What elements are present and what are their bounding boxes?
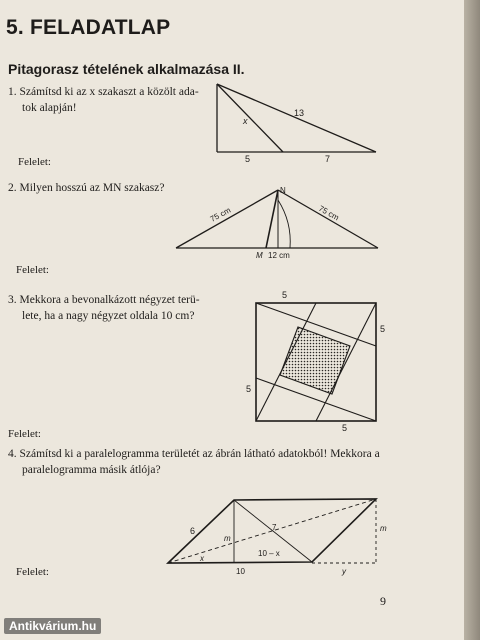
task-4-answer-label: Felelet:	[16, 566, 49, 578]
task-4-label-6: 6	[190, 526, 196, 536]
task-4-label-m-right: m	[380, 524, 387, 533]
task-3-label-right: 5	[380, 324, 386, 334]
page-title: 5. FELADATLAP	[6, 16, 171, 39]
task-3-answer-label: Felelet:	[8, 428, 41, 440]
task-4-line-1: Számítsd ki a paralelogramma területét az ábrán látható adatokból! Mekkora a	[19, 448, 380, 460]
task-1-label-13: 13	[294, 108, 305, 118]
task-4-label-y: y	[342, 567, 346, 576]
task-1-label-5: 5	[245, 154, 251, 164]
task-2-line-1: Milyen hosszú az MN szakasz?	[19, 182, 165, 194]
task-3-label-left: 5	[246, 384, 252, 394]
task-1-label-x: x	[243, 116, 248, 126]
task-2-label-base: 12 cm	[268, 251, 290, 260]
task-3-label-bottom: 5	[342, 423, 348, 433]
task-2-answer-label: Felelet:	[16, 264, 49, 276]
task-1-line-2: tok alapján!	[22, 102, 77, 114]
page-subtitle: Pitagorasz tételének alkalmazása II.	[8, 61, 245, 77]
book-spine	[464, 0, 480, 640]
task-4-label-10: 10	[236, 567, 245, 576]
task-2-label-right: 75 cm	[317, 203, 341, 223]
task-2-label-left: 75 cm	[208, 205, 233, 224]
task-1-answer-label: Felelet:	[18, 156, 51, 168]
task-4-label-10-minus-x: 10 – x	[258, 549, 280, 558]
task-2-label-m: M	[256, 251, 263, 260]
task-4-label-x: x	[200, 554, 204, 563]
task-4-line-2: paralelogramma másik átlója?	[22, 464, 161, 476]
task-4-label-7: 7	[272, 523, 277, 532]
task-4-number: 4.	[8, 448, 17, 460]
task-2-label-n: N	[280, 186, 286, 195]
task-3-line-1: Mekkora a bevonalkázott négyzet terü-	[19, 294, 200, 306]
page-number: 9	[380, 594, 386, 608]
task-3-number: 3.	[8, 294, 17, 306]
task-2-number: 2.	[8, 182, 17, 194]
task-1-number: 1.	[8, 86, 17, 98]
task-3-label-top: 5	[282, 290, 288, 300]
task-1-line-1: Számítsd ki az x szakaszt a közölt ada-	[19, 86, 199, 98]
watermark: Antikvárium.hu	[4, 618, 101, 634]
task-1-label-7: 7	[325, 154, 331, 164]
task-4-label-m-left: m	[224, 534, 231, 543]
task-3-line-2: lete, ha a nagy négyzet oldala 10 cm?	[22, 310, 195, 322]
